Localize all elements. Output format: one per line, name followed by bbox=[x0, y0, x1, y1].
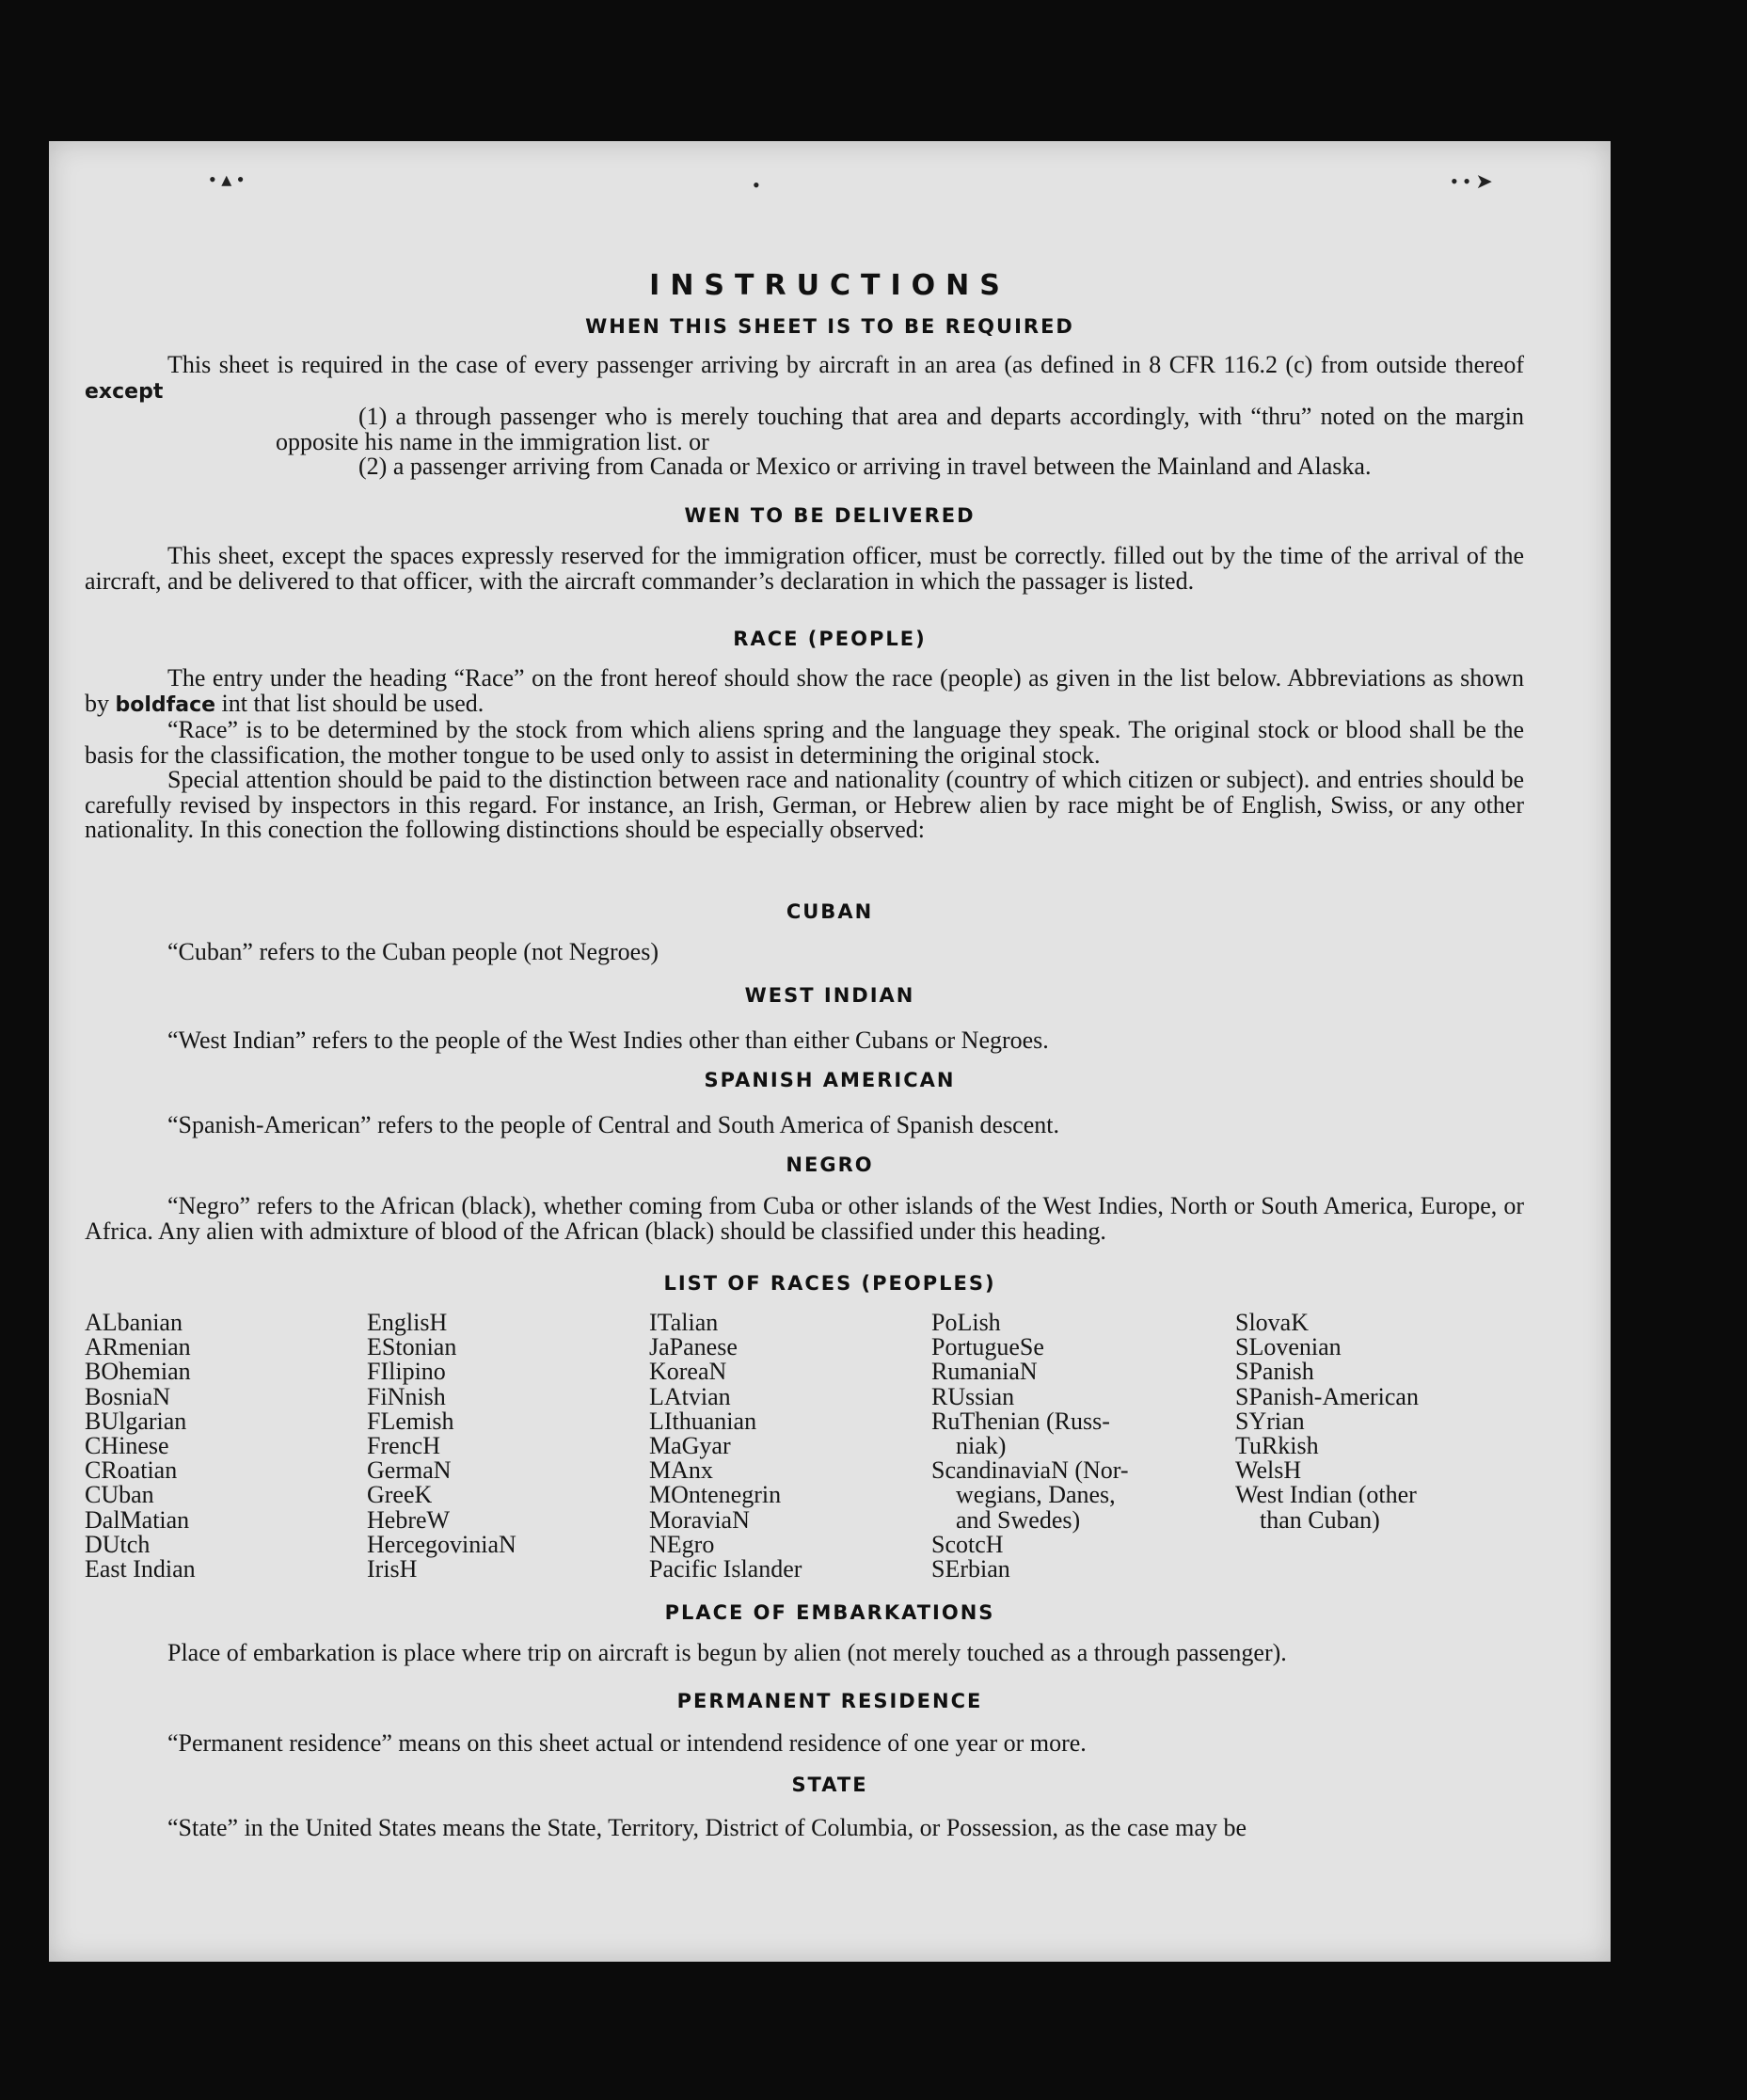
negro-section bbox=[85, 1194, 1524, 1244]
race-item: FrencH bbox=[367, 1432, 440, 1460]
west-indian-section bbox=[85, 1028, 1524, 1054]
delivered-section bbox=[85, 544, 1524, 594]
race-column-3 bbox=[649, 1311, 802, 1582]
race-item: NEgro bbox=[649, 1530, 715, 1558]
race-item: MAnx bbox=[649, 1456, 713, 1485]
residence-text: “Permanent residence” means on this sheet actual or intendend residence of one year or more. bbox=[167, 1729, 1087, 1757]
race-item: MoraviaN bbox=[649, 1505, 750, 1534]
negro-text: “Negro” refers to the African (black), whether coming from Cuba or other islands of the West Indies, North or South America, Europe, or Africa. Any alien with admixture of blood of the African (black) should be classified under this heading. bbox=[85, 1192, 1524, 1245]
heading-cuban: CUBAN bbox=[786, 900, 874, 923]
race-item: MaGyar bbox=[649, 1432, 731, 1460]
race-item: SlovaK bbox=[1235, 1309, 1309, 1336]
required-section bbox=[85, 353, 1524, 480]
race-item: LIthuanian bbox=[649, 1407, 757, 1435]
race-item: BUlgarian bbox=[85, 1407, 187, 1435]
race-paragraph-1: The entry under the heading “Race” on the front hereof should show the race (people) as given in the list below. Abbreviations as shown by boldface int that list should be used. bbox=[85, 664, 1524, 717]
race-item: ITalian bbox=[649, 1309, 719, 1336]
race-item: IrisH bbox=[367, 1555, 418, 1583]
heading-race: RACE (PEOPLE) bbox=[733, 628, 927, 650]
required-item-1: (1) a through passenger who is merely touching that area and departs accordingly, with “thru” noted on the margin opposite his name in the immigration list. or bbox=[276, 403, 1524, 455]
race-item: niak) bbox=[956, 1432, 1007, 1460]
punch-mark: • bbox=[753, 173, 760, 197]
heading-negro: NEGRO bbox=[786, 1153, 874, 1176]
state-section bbox=[85, 1816, 1524, 1841]
race-item: EnglisH bbox=[367, 1309, 448, 1336]
race-item: FIlipino bbox=[367, 1358, 446, 1386]
delivered-text: This sheet, except the spaces expressly reserved for the immigration officer, must be correctly. filled out by the time of the arrival of the aircraft, and be delivered to that officer, with the aircraft commander’s declaration in which the passager is listed. bbox=[85, 542, 1524, 595]
embarkation-section bbox=[85, 1641, 1524, 1666]
race-item: KoreaN bbox=[649, 1358, 727, 1386]
heading-west-indian: WEST INDIAN bbox=[744, 984, 915, 1007]
race-item: West Indian (other bbox=[1235, 1481, 1417, 1509]
race-item: LAtvian bbox=[649, 1382, 731, 1410]
emphasis-except: except bbox=[85, 379, 164, 404]
punch-mark: • • ➤ bbox=[1451, 169, 1493, 193]
race-item: wegians, Danes, bbox=[956, 1481, 1116, 1509]
race-section bbox=[85, 666, 1524, 843]
spanish-american-text: “Spanish-American” refers to the people of Central and South America of Spanish descent. bbox=[167, 1111, 1059, 1138]
race-item: BOhemian bbox=[85, 1358, 191, 1386]
race-item: RumaniaN bbox=[931, 1358, 1038, 1386]
race-item: FLemish bbox=[367, 1407, 454, 1435]
race-item: than Cuban) bbox=[1260, 1505, 1380, 1534]
race-item: DalMatian bbox=[85, 1505, 190, 1534]
race-item: RUssian bbox=[931, 1382, 1015, 1410]
race-item: ScandinaviaN (Nor- bbox=[931, 1456, 1129, 1485]
race-item: WelsH bbox=[1235, 1456, 1302, 1485]
embarkation-text: Place of embarkation is place where trip on aircraft is begun by alien (not merely touched as a through passenger). bbox=[167, 1639, 1287, 1666]
race-item: GermaN bbox=[367, 1456, 452, 1485]
west-indian-text: “West Indian” refers to the people of the West Indies other than either Cubans or Negroes. bbox=[167, 1026, 1049, 1054]
race-item: HercegoviniaN bbox=[367, 1530, 516, 1558]
state-text: “State” in the United States means the State, Territory, District of Columbia, or Possession, as the case may be bbox=[167, 1814, 1247, 1841]
heading-state: STATE bbox=[791, 1774, 868, 1796]
race-item: MOntenegrin bbox=[649, 1481, 782, 1509]
race-item: and Swedes) bbox=[956, 1505, 1081, 1534]
spanish-american-section bbox=[85, 1113, 1524, 1138]
race-column-4 bbox=[931, 1311, 1129, 1582]
race-item: EStonian bbox=[367, 1333, 457, 1361]
required-item-2: (2) a passenger arriving from Canada or Mexico or arriving in travel between the Mainland and Alaska. bbox=[358, 453, 1372, 480]
race-paragraph-3: Special attention should be paid to the distinction between race and nationality (country of which citizen or subject). and entries should be carefully revised by inspectors in this regard. For instance, an Irish, German, or Hebrew alien by race might be of English, Swiss, or any other nationality. In this conection the following distinctions should be especially observed: bbox=[85, 766, 1524, 843]
race-item: Pacific Islander bbox=[649, 1555, 802, 1583]
race-item: CUban bbox=[85, 1481, 154, 1509]
race-paragraph-2: “Race” is to be determined by the stock from which aliens spring and the language they speak. The original stock or blood shall be the basis for the classification, the mother tongue to be used only to assist in determining the original stock. bbox=[85, 716, 1524, 769]
race-item: ARmenian bbox=[85, 1333, 191, 1361]
race-item: SPanish-American bbox=[1235, 1382, 1419, 1410]
emphasis-boldface: boldface bbox=[115, 692, 216, 717]
heading-required: WHEN THIS SHEET IS TO BE REQUIRED bbox=[585, 315, 1074, 338]
heading-delivered: WEN TO BE DELIVERED bbox=[684, 504, 976, 527]
race-item: CRoatian bbox=[85, 1456, 178, 1485]
race-item: HebreW bbox=[367, 1505, 451, 1534]
race-item: East Indian bbox=[85, 1555, 196, 1583]
race-item: ALbanian bbox=[85, 1309, 183, 1336]
race-item: PortugueSe bbox=[931, 1333, 1044, 1361]
race-item: TuRkish bbox=[1235, 1432, 1319, 1460]
race-item: CHinese bbox=[85, 1432, 169, 1460]
race-item: PoLish bbox=[931, 1309, 1001, 1336]
race-item: SPanish bbox=[1235, 1358, 1314, 1386]
heading-embarkation: PLACE OF EMBARKATIONS bbox=[664, 1601, 995, 1624]
heading-residence: PERMANENT RESIDENCE bbox=[676, 1690, 983, 1712]
race-item: RuThenian (Russ- bbox=[931, 1407, 1110, 1435]
heading-spanish-american: SPANISH AMERICAN bbox=[704, 1069, 956, 1091]
required-intro: This sheet is required in the case of every passenger arriving by aircraft in an area (as defined in 8 CFR 116.2 (c) from outside thereof except bbox=[85, 351, 1524, 404]
cuban-text: “Cuban” refers to the Cuban people (not Negroes) bbox=[167, 938, 659, 965]
race-column-1 bbox=[85, 1311, 196, 1582]
race-item: DUtch bbox=[85, 1530, 151, 1558]
race-item: SLovenian bbox=[1235, 1333, 1342, 1361]
race-item: FiNnish bbox=[367, 1382, 446, 1410]
race-column-5 bbox=[1235, 1311, 1419, 1533]
race-column-2 bbox=[367, 1311, 516, 1582]
document-page bbox=[49, 141, 1611, 1962]
race-item: GreeK bbox=[367, 1481, 433, 1509]
race-item: ScotcH bbox=[931, 1530, 1004, 1558]
heading-list-of-races: LIST OF RACES (PEOPLES) bbox=[663, 1272, 996, 1295]
race-item: JaPanese bbox=[649, 1333, 738, 1361]
document-title: INSTRUCTIONS bbox=[649, 269, 1010, 302]
race-item: BosniaN bbox=[85, 1382, 170, 1410]
cuban-section bbox=[85, 940, 1524, 965]
residence-section bbox=[85, 1731, 1524, 1757]
race-item: SErbian bbox=[931, 1555, 1010, 1583]
race-item: SYrian bbox=[1235, 1407, 1305, 1435]
punch-mark: • ▴ • bbox=[209, 167, 245, 191]
